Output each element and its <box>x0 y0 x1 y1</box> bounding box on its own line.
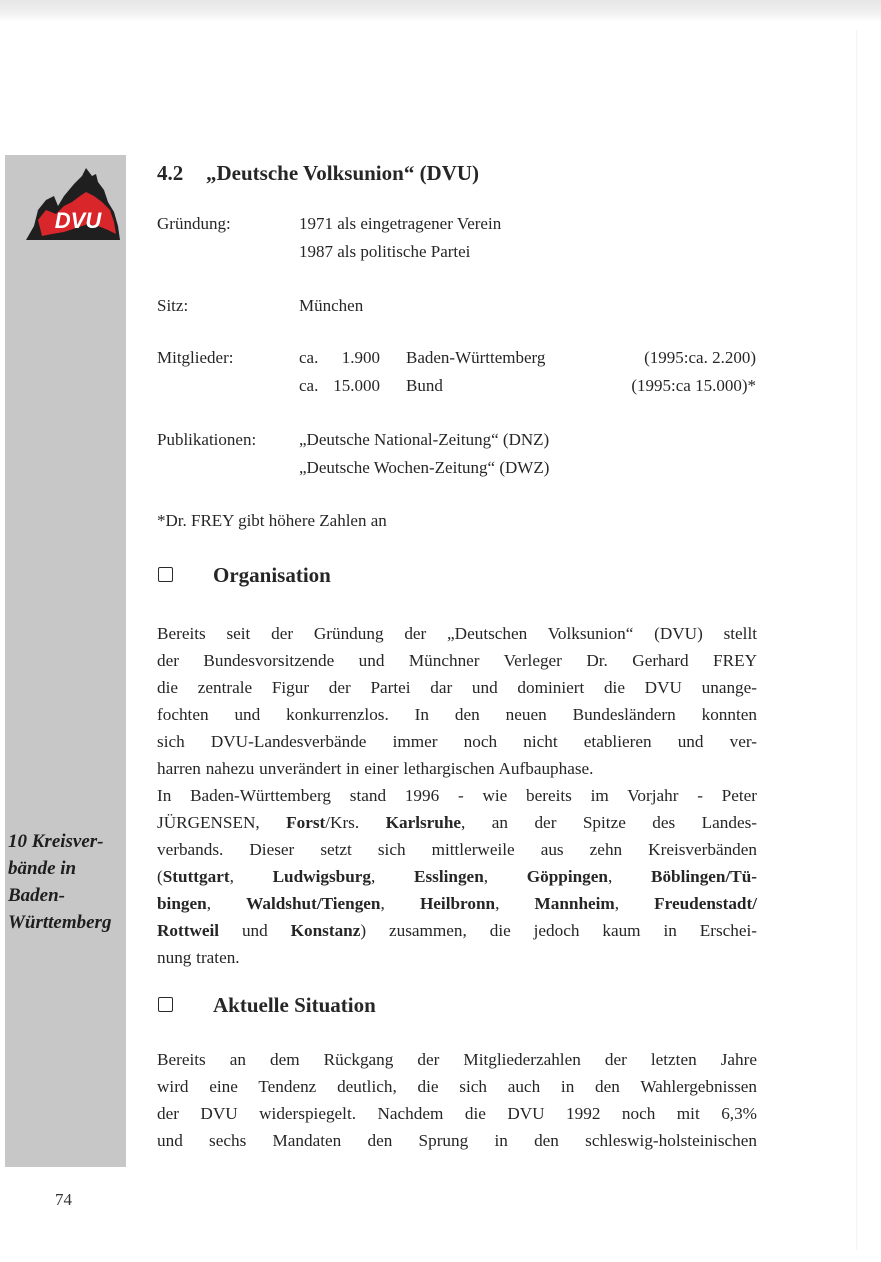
margin-sidebar <box>5 155 126 1167</box>
fact-label: Gründung: <box>157 214 231 233</box>
scan-right-edge <box>856 30 858 1250</box>
member-row <box>299 372 759 400</box>
sidebar-note-line: Baden- <box>8 885 65 906</box>
member-previous: (1995:ca 15.000)* <box>631 376 756 395</box>
fact-value: München <box>299 296 364 315</box>
member-place: Baden-Württemberg <box>406 348 546 367</box>
section-title-text: „Deutsche Volksunion“ (DVU) <box>206 161 480 185</box>
text-line: JÜRGENSEN, Forst/Krs. Karlsruhe, an der Spitze des Landes- <box>157 813 757 832</box>
text-line: nung traten. <box>157 948 240 967</box>
paragraph-organisation <box>157 620 757 971</box>
sidebar-note <box>8 828 126 936</box>
fact-value-line: „Deutsche National-Zeitung“ (DNZ) <box>299 430 550 449</box>
scan-top-band <box>0 0 881 22</box>
text-line: sich DVU-Landesverbände immer noch nicht etablieren und ver- <box>157 732 757 751</box>
text-line: fochten und konkurrenzlos. In den neuen Bundesländern konnten <box>157 705 757 724</box>
sidebar-note-line: Württemberg <box>8 912 112 933</box>
text-line: die zentrale Figur der Partei dar und dominiert die DVU unange- <box>157 678 757 697</box>
member-ca: ca. <box>299 348 319 367</box>
page-number: 74 <box>55 1190 72 1209</box>
member-previous: (1995:ca. 2.200) <box>644 348 756 367</box>
dvu-eagle-logo-icon <box>24 166 120 242</box>
text-line: der DVU widerspiegelt. Nachdem die DVU 1992 noch mit 6,3% <box>157 1104 757 1123</box>
member-row <box>299 344 759 372</box>
fact-value-line: „Deutsche Wochen-Zeitung“ (DWZ) <box>299 458 550 477</box>
heading-aktuelle-situation <box>157 993 376 1018</box>
text-line: bingen, Waldshut/Tiengen, Heilbronn, Mannheim, Freudenstadt/ <box>157 894 757 913</box>
text-line: In Baden-Württemberg stand 1996 - wie bereits im Vorjahr - Peter <box>157 786 757 805</box>
fact-label: Publikationen: <box>157 430 257 449</box>
text-line: Rottweil und Konstanz) zusammen, die jedoch kaum in Erschei- <box>157 921 757 940</box>
text-line: der Bundesvorsitzende und Münchner Verleger Dr. Gerhard FREY <box>157 651 757 670</box>
member-ca: ca. <box>299 376 319 395</box>
text-line: und sechs Mandaten den Sprung in den schleswig-holsteinischen <box>157 1131 757 1150</box>
text-line: Bereits an dem Rückgang der Mitgliederzahlen der letzten Jahre <box>157 1050 757 1069</box>
logo-text: DVU <box>54 208 102 233</box>
checkbox-bullet-icon <box>158 567 173 582</box>
text-line: wird eine Tendenz deutlich, die sich auch in den Wahlergebnissen <box>157 1077 757 1096</box>
sidebar-note-line: 10 Kreisver- <box>8 831 104 852</box>
fact-label: Mitglieder: <box>157 348 234 367</box>
footnote: *Dr. FREY gibt höhere Zahlen an <box>157 511 387 530</box>
text-line: (Stuttgart, Ludwigsburg, Esslingen, Göppingen, Böblingen/Tü- <box>157 867 758 886</box>
section-title <box>157 161 479 186</box>
fact-value-line: 1987 als politische Partei <box>299 242 471 261</box>
text-line: harren nahezu unverändert in einer lethargischen Aufbauphase. <box>157 759 594 778</box>
heading-text: Organisation <box>213 563 331 587</box>
heading-text: Aktuelle Situation <box>213 993 376 1017</box>
sidebar-note-line: bände in <box>8 858 77 879</box>
fact-label: Sitz: <box>157 296 189 315</box>
fact-value <box>299 210 501 266</box>
text-line: verbands. Dieser setzt sich mittlerweile aus zehn Kreisverbänden <box>157 840 757 859</box>
paragraph-situation <box>157 1046 757 1154</box>
checkbox-bullet-icon <box>158 997 173 1012</box>
heading-organisation <box>157 563 331 588</box>
fact-value <box>299 426 549 482</box>
member-place: Bund <box>406 376 443 395</box>
section-number: 4.2 <box>157 161 184 185</box>
member-count: 1.900 <box>341 348 380 367</box>
text-line: Bereits seit der Gründung der „Deutschen Volksunion“ (DVU) stellt <box>157 624 757 643</box>
fact-value-line: 1971 als eingetragener Verein <box>299 214 502 233</box>
member-count: 15.000 <box>333 376 380 395</box>
